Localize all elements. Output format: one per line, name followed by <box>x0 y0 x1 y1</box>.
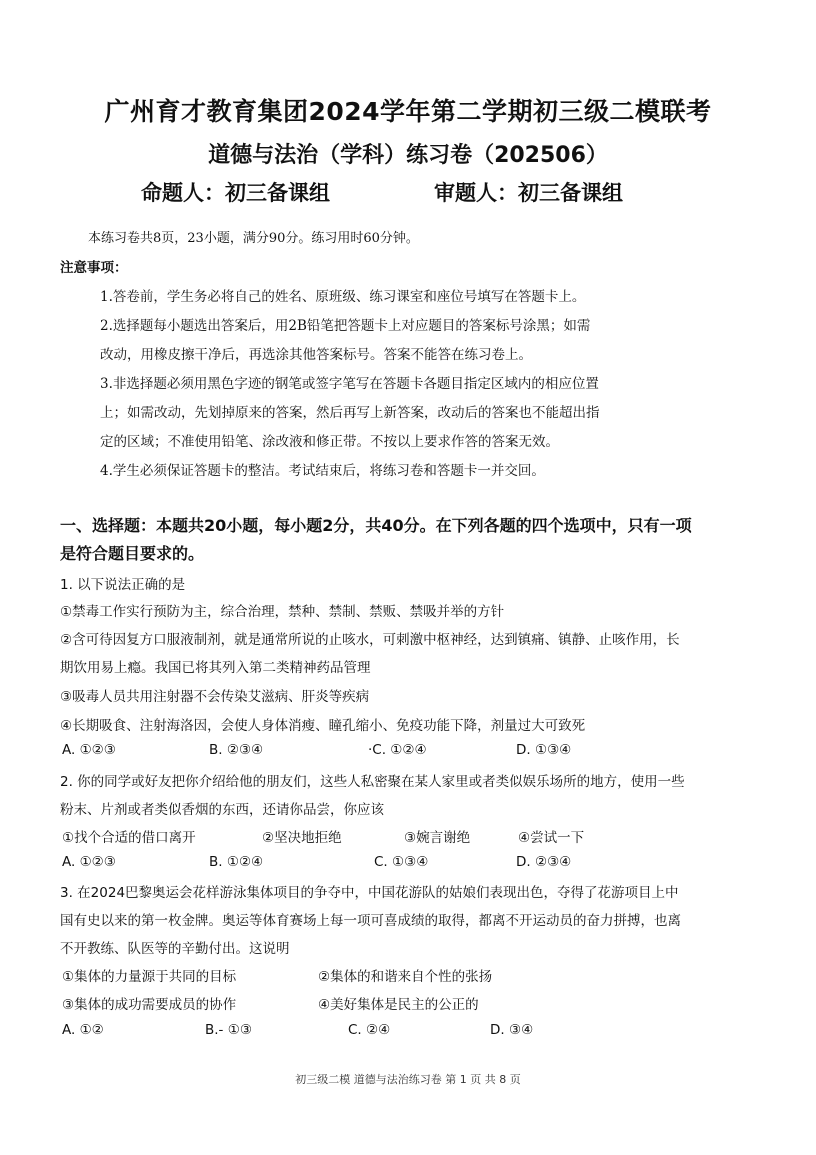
q2-choice: ③婉言谢绝 <box>404 830 471 846</box>
notice-item: 改动，用橡皮擦干净后，再选涂其他答案标号。答案不能答在练习卷上。 <box>100 347 532 363</box>
q1-option-a: A. ①②③ <box>62 742 116 758</box>
q2-option-b: B. ①②④ <box>209 854 264 870</box>
notice-item: 上；如需改动，先划掉原来的答案，然后再写上新答案，改动后的答案也不能超出指 <box>100 405 600 421</box>
q2-choice: ①找个合适的借口离开 <box>62 830 196 846</box>
notice-item: 4.学生必须保证答题卡的整洁。考试结束后，将练习卷和答题卡一并交回。 <box>100 463 545 479</box>
q3-stem: 不开教练、队医等的辛勤付出。这说明 <box>60 941 290 957</box>
notice-item: 1.答卷前，学生务必将自己的姓名、原班级、练习课室和座位号填写在答题卡上。 <box>100 289 586 305</box>
q1-option-c: ·C. ①②④ <box>368 742 427 758</box>
q3-option-a: A. ①② <box>62 1022 104 1038</box>
q1-stem: 1. 以下说法正确的是 <box>60 577 186 593</box>
q2-stem: 2. 你的同学或好友把你介绍给他的朋友们，这些人私密聚在某人家里或者类似娱乐场所的地方，使用一些 <box>60 774 685 790</box>
notice-heading: 注意事项： <box>60 260 128 276</box>
section-heading-line: 是符合题目要求的。 <box>60 544 205 563</box>
q3-option-c: C. ②④ <box>348 1022 391 1038</box>
q3-stem: 国有史以来的第一枚金牌。奥运等体育赛场上每一项可喜成绩的取得，都离不开运动员的奋力拼搏，也离 <box>60 913 681 929</box>
q2-option-c: C. ①③④ <box>374 854 429 870</box>
q3-option-b: B.- ①③ <box>205 1022 252 1038</box>
notice-item: 3.非选择题必须用黑色字迹的钢笔或签字笔写在答题卡各题目指定区域内的相应位置 <box>100 376 599 392</box>
q1-option-b: B. ②③④ <box>209 742 264 758</box>
q1-statement: ③吸毒人员共用注射器不会传染艾滋病、肝炎等疾病 <box>60 689 370 705</box>
page-footer: 初三级二模 道德与法治练习卷 第 1 页 共 8 页 <box>295 1073 521 1086</box>
reviewer: 审题人：初三备课组 <box>434 181 623 205</box>
q1-option-d: D. ①③④ <box>516 742 572 758</box>
q1-statement: ②含可待因复方口服液制剂，就是通常所说的止咳水，可刺激中枢神经，达到镇痛、镇静、止咳作用，长 <box>60 632 680 648</box>
q3-choice: ①集体的力量源于共同的目标 <box>62 969 237 985</box>
q2-stem: 粉末、片剂或者类似香烟的东西，还请你品尝，你应该 <box>60 802 384 818</box>
notice-list <box>100 283 700 486</box>
q2-choice: ④尝试一下 <box>518 830 585 846</box>
q3-choice: ③集体的成功需要成员的协作 <box>62 997 237 1013</box>
q2-option-d: D. ②③④ <box>516 854 572 870</box>
exam-intro: 本练习卷共8页，23小题，满分90分。练习用时60分钟。 <box>88 231 419 246</box>
section-heading-line: 一、选择题：本题共20小题，每小题2分，共40分。在下列各题的四个选项中，只有一项 <box>60 516 692 535</box>
q3-option-d: D. ③④ <box>490 1022 534 1038</box>
q1-statement: ①禁毒工作实行预防为主，综合治理，禁种、禁制、禁贩、禁吸并举的方针 <box>60 604 505 620</box>
setter: 命题人：初三备课组 <box>141 181 330 205</box>
notice-item: 2.选择题每小题选出答案后，用2B铅笔把答题卡上对应题目的答案标号涂黑；如需 <box>100 318 591 334</box>
section-heading <box>60 512 740 568</box>
q3-choice: ②集体的和谐来自个性的张扬 <box>318 969 493 985</box>
exam-title: 广州育才教育集团2024学年第二学期初三级二模联考 <box>104 97 712 126</box>
q1-statement: ④长期吸食、注射海洛因，会使人身体消瘦、瞳孔缩小、免疫功能下降，剂量过大可致死 <box>60 718 586 734</box>
exam-subtitle: 道德与法治（学科）练习卷（202506） <box>208 143 608 168</box>
notice-item: 定的区域；不准使用铅笔、涂改液和修正带。不按以上要求作答的答案无效。 <box>100 434 559 450</box>
q2-option-a: A. ①②③ <box>62 854 116 870</box>
q3-choice: ④美好集体是民主的公正的 <box>318 997 479 1013</box>
q2-choice: ②坚决地拒绝 <box>262 830 342 846</box>
q3-stem: 3. 在2024巴黎奥运会花样游泳集体项目的争夺中，中国花游队的姑娘们表现出色，夺得了花游项目上中 <box>60 885 679 901</box>
q1-statement: 期饮用易上瘾。我国已将其列入第二类精神药品管理 <box>60 660 371 676</box>
